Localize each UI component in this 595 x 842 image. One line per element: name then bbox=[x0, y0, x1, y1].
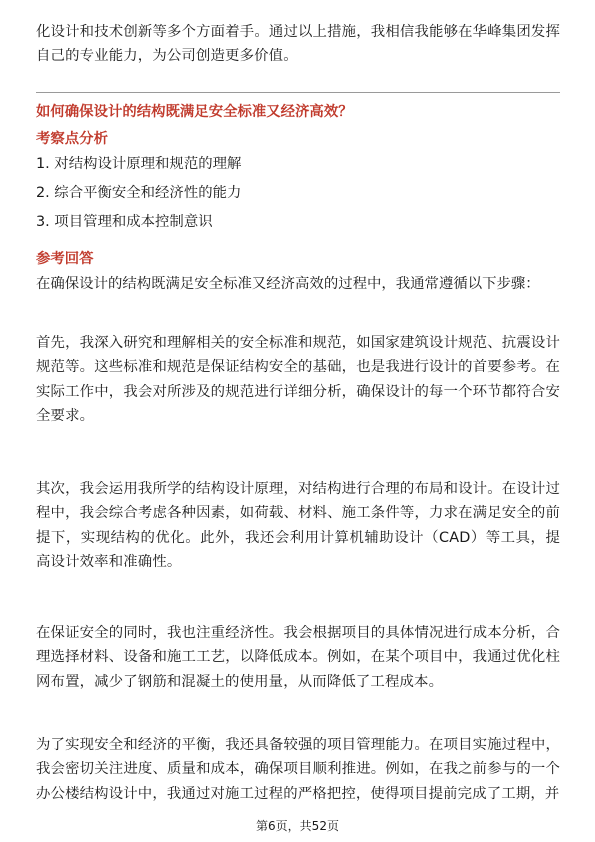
analysis-heading: 考察点分析 bbox=[36, 131, 108, 147]
analysis-item: 3. 项目管理和成本控制意识 bbox=[36, 214, 213, 230]
answer-heading: 参考回答 bbox=[36, 251, 94, 267]
analysis-item: 2. 综合平衡安全和经济性的能力 bbox=[36, 185, 242, 201]
answer-paragraph: 为了实现安全和经济的平衡，我还具备较强的项目管理能力。在项目实施过程中，我会密切关注进度、质量和成本，确保项目顺利推进。例如，在我之前参与的一个办公楼结构设计中，我通过对施工过程的严格把控，使得项目提前完成了工期，并 bbox=[36, 737, 560, 802]
page-number: 第6页，共52页 bbox=[256, 819, 339, 833]
answer-paragraph: 在保证安全的同时，我也注重经济性。我会根据项目的具体情况进行成本分析，合理选择材料、设备和施工工艺，以降低成本。例如，在某个项目中，我通过优化柱网布置，减少了钢筋和混凝土的使用量，从而降低了工程成本。 bbox=[36, 625, 560, 690]
answer-paragraph: 在确保设计的结构既满足安全标准又经济高效的过程中，我通常遵循以下步骤： bbox=[36, 276, 540, 292]
answer-paragraph: 首先，我深入研究和理解相关的安全标准和规范，如国家建筑设计规范、抗震设计规范等。这些标准和规范是保证结构安全的基础，也是我进行设计的首要参考。在实际工作中，我会对所涉及的规范进行详细分析，确保设计的每一个环节都符合安全要求。 bbox=[36, 335, 560, 425]
answer-paragraph: 其次，我会运用我所学的结构设计原理，对结构进行合理的布局和设计。在设计过程中，我会综合考虑各种因素，如荷载、材料、施工条件等，力求在满足安全的前提下，实现结构的优化。此外，我还会利用计算机辅助设计（CAD）等工具，提高设计效率和准确性。 bbox=[36, 481, 560, 571]
analysis-item: 1. 对结构设计原理和规范的理解 bbox=[36, 156, 242, 172]
section-divider bbox=[36, 92, 560, 93]
intro-paragraph-tail: 化设计和技术创新等多个方面着手。通过以上措施，我相信我能够在华峰集团发挥自己的专业能力，为公司创造更多价值。 bbox=[36, 24, 560, 65]
interview-question: 如何确保设计的结构既满足安全标准又经济高效？ bbox=[36, 104, 353, 120]
